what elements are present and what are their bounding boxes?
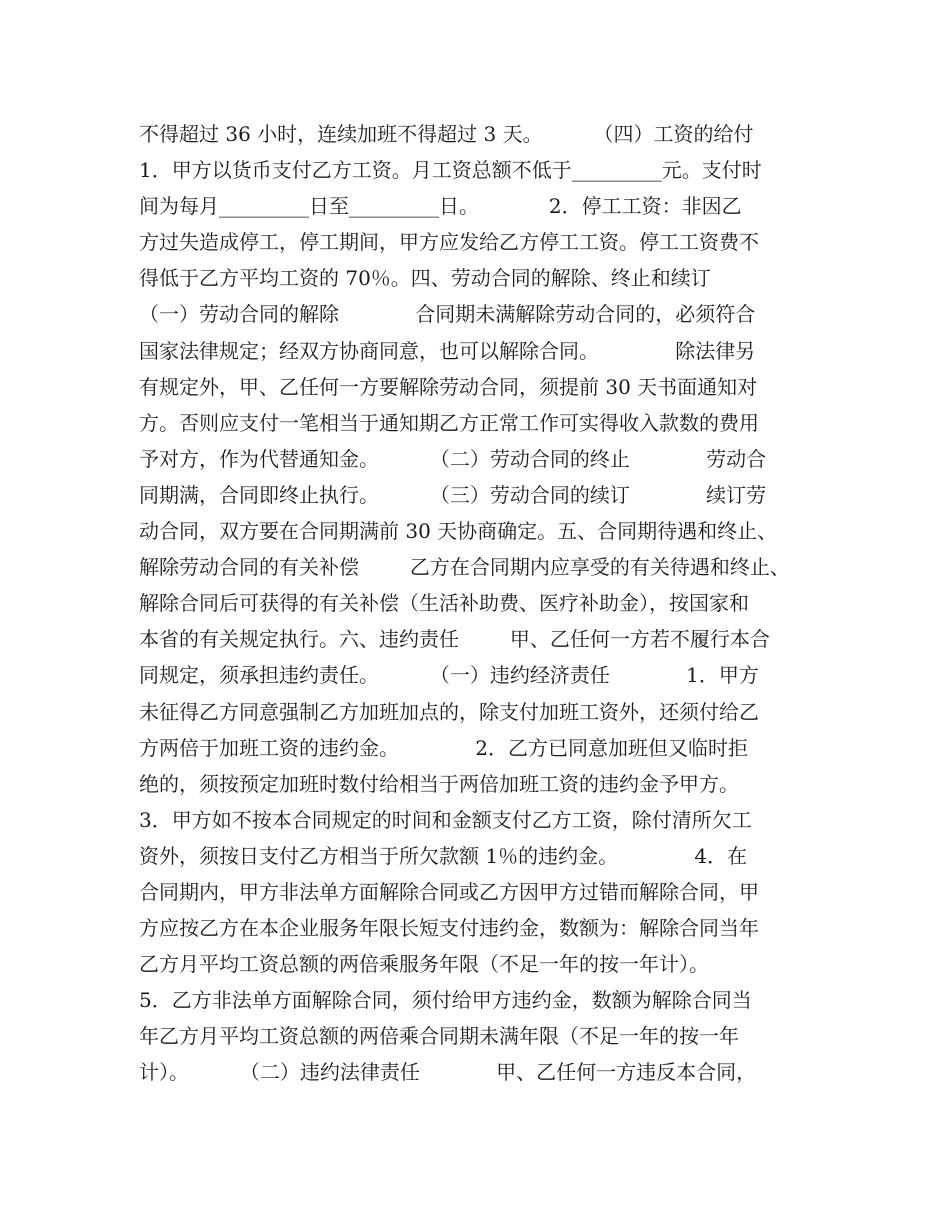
document-line: （一）劳动合同的解除 合同期未满解除劳动合同的，必须符合 [139,302,756,327]
document-line: 合同期内，甲方非法单方面解除合同或乙方因甲方过错而解除合同，甲 [139,879,759,904]
document-line: 方两倍于加班工资的违约金。 2．乙方已同意加班但又临时拒 [139,735,749,760]
document-line: 方应按乙方在本企业服务年限长短支付违约金，数额为：解除合同当年 [139,916,759,941]
document-line: 5．乙方非法单方面解除合同，须付给甲方违约金，数额为解除合同当 [139,988,752,1013]
document-line: 同规定，须承担违约责任。 （一）违约经济责任 1．甲方 [139,663,759,688]
document-line: 有规定外，甲、乙任何一方要解除劳动合同，须提前 30 天书面通知对 [139,374,758,399]
document-line: 资外，须按日支付乙方相当于所欠款额 1％的违约金。 4．在 [139,843,748,868]
document-line: 未征得乙方同意强制乙方加班加点的，除支付加班工资外，还须付给乙 [139,699,759,724]
document-line: 本省的有关规定执行。六、违约责任 甲、乙任何一方若不履行本合 [139,627,770,652]
document-body [139,116,829,1091]
document-line: 得低于乙方平均工资的 70％。四、劳动合同的解除、终止和续订 [139,266,711,291]
document-line: 间为每月_________日至_________日。 2．停工工资：非因乙 [139,194,742,219]
document-line: 予对方，作为代替通知金。 （二）劳动合同的终止 劳动合 [139,446,767,471]
document-line: 国家法律规定；经双方协商同意，也可以解除合同。 除法律另 [139,338,756,363]
document-line: 方过失造成停工，停工期间，甲方应发给乙方停工工资。停工工资费不 [139,230,759,255]
document-line: 解除合同后可获得的有关补偿（生活补助费、医疗补助金），按国家和 [139,591,749,616]
document-line: 计）。 （二）违约法律责任 甲、乙任何一方违反本合同， [139,1060,757,1085]
document-line: 乙方月平均工资总额的两倍乘服务年限（不足一年的按一年计）。 [139,952,709,977]
document-line: 1．甲方以货币支付乙方工资。月工资总额不低于_________元。支付时 [139,158,762,183]
document-line: 3．甲方如不按本合同规定的时间和金额支付乙方工资，除付清所欠工 [139,807,752,832]
document-line: 同期满，合同即终止执行。 （三）劳动合同的续订 续订劳 [139,482,767,507]
document-line: 动合同，双方要在合同期满前 30 天协商确定。五、合同期待遇和终止、 [139,519,778,544]
document-line: 年乙方月平均工资总额的两倍乘合同期未满年限（不足一年的按一年 [139,1024,739,1049]
document-line: 方。否则应支付一笔相当于通知期乙方正常工作可实得收入款数的费用 [139,410,759,435]
document-line: 解除劳动合同的有关补偿 乙方在合同期内应享受的有关待遇和终止、 [139,555,790,580]
document-line: 绝的，须按预定加班时数付给相当于两倍加班工资的违约金予甲方。 [139,771,739,796]
document-line: 不得超过 36 小时，连续加班不得超过 3 天。 （四）工资的给付 [139,122,754,146]
